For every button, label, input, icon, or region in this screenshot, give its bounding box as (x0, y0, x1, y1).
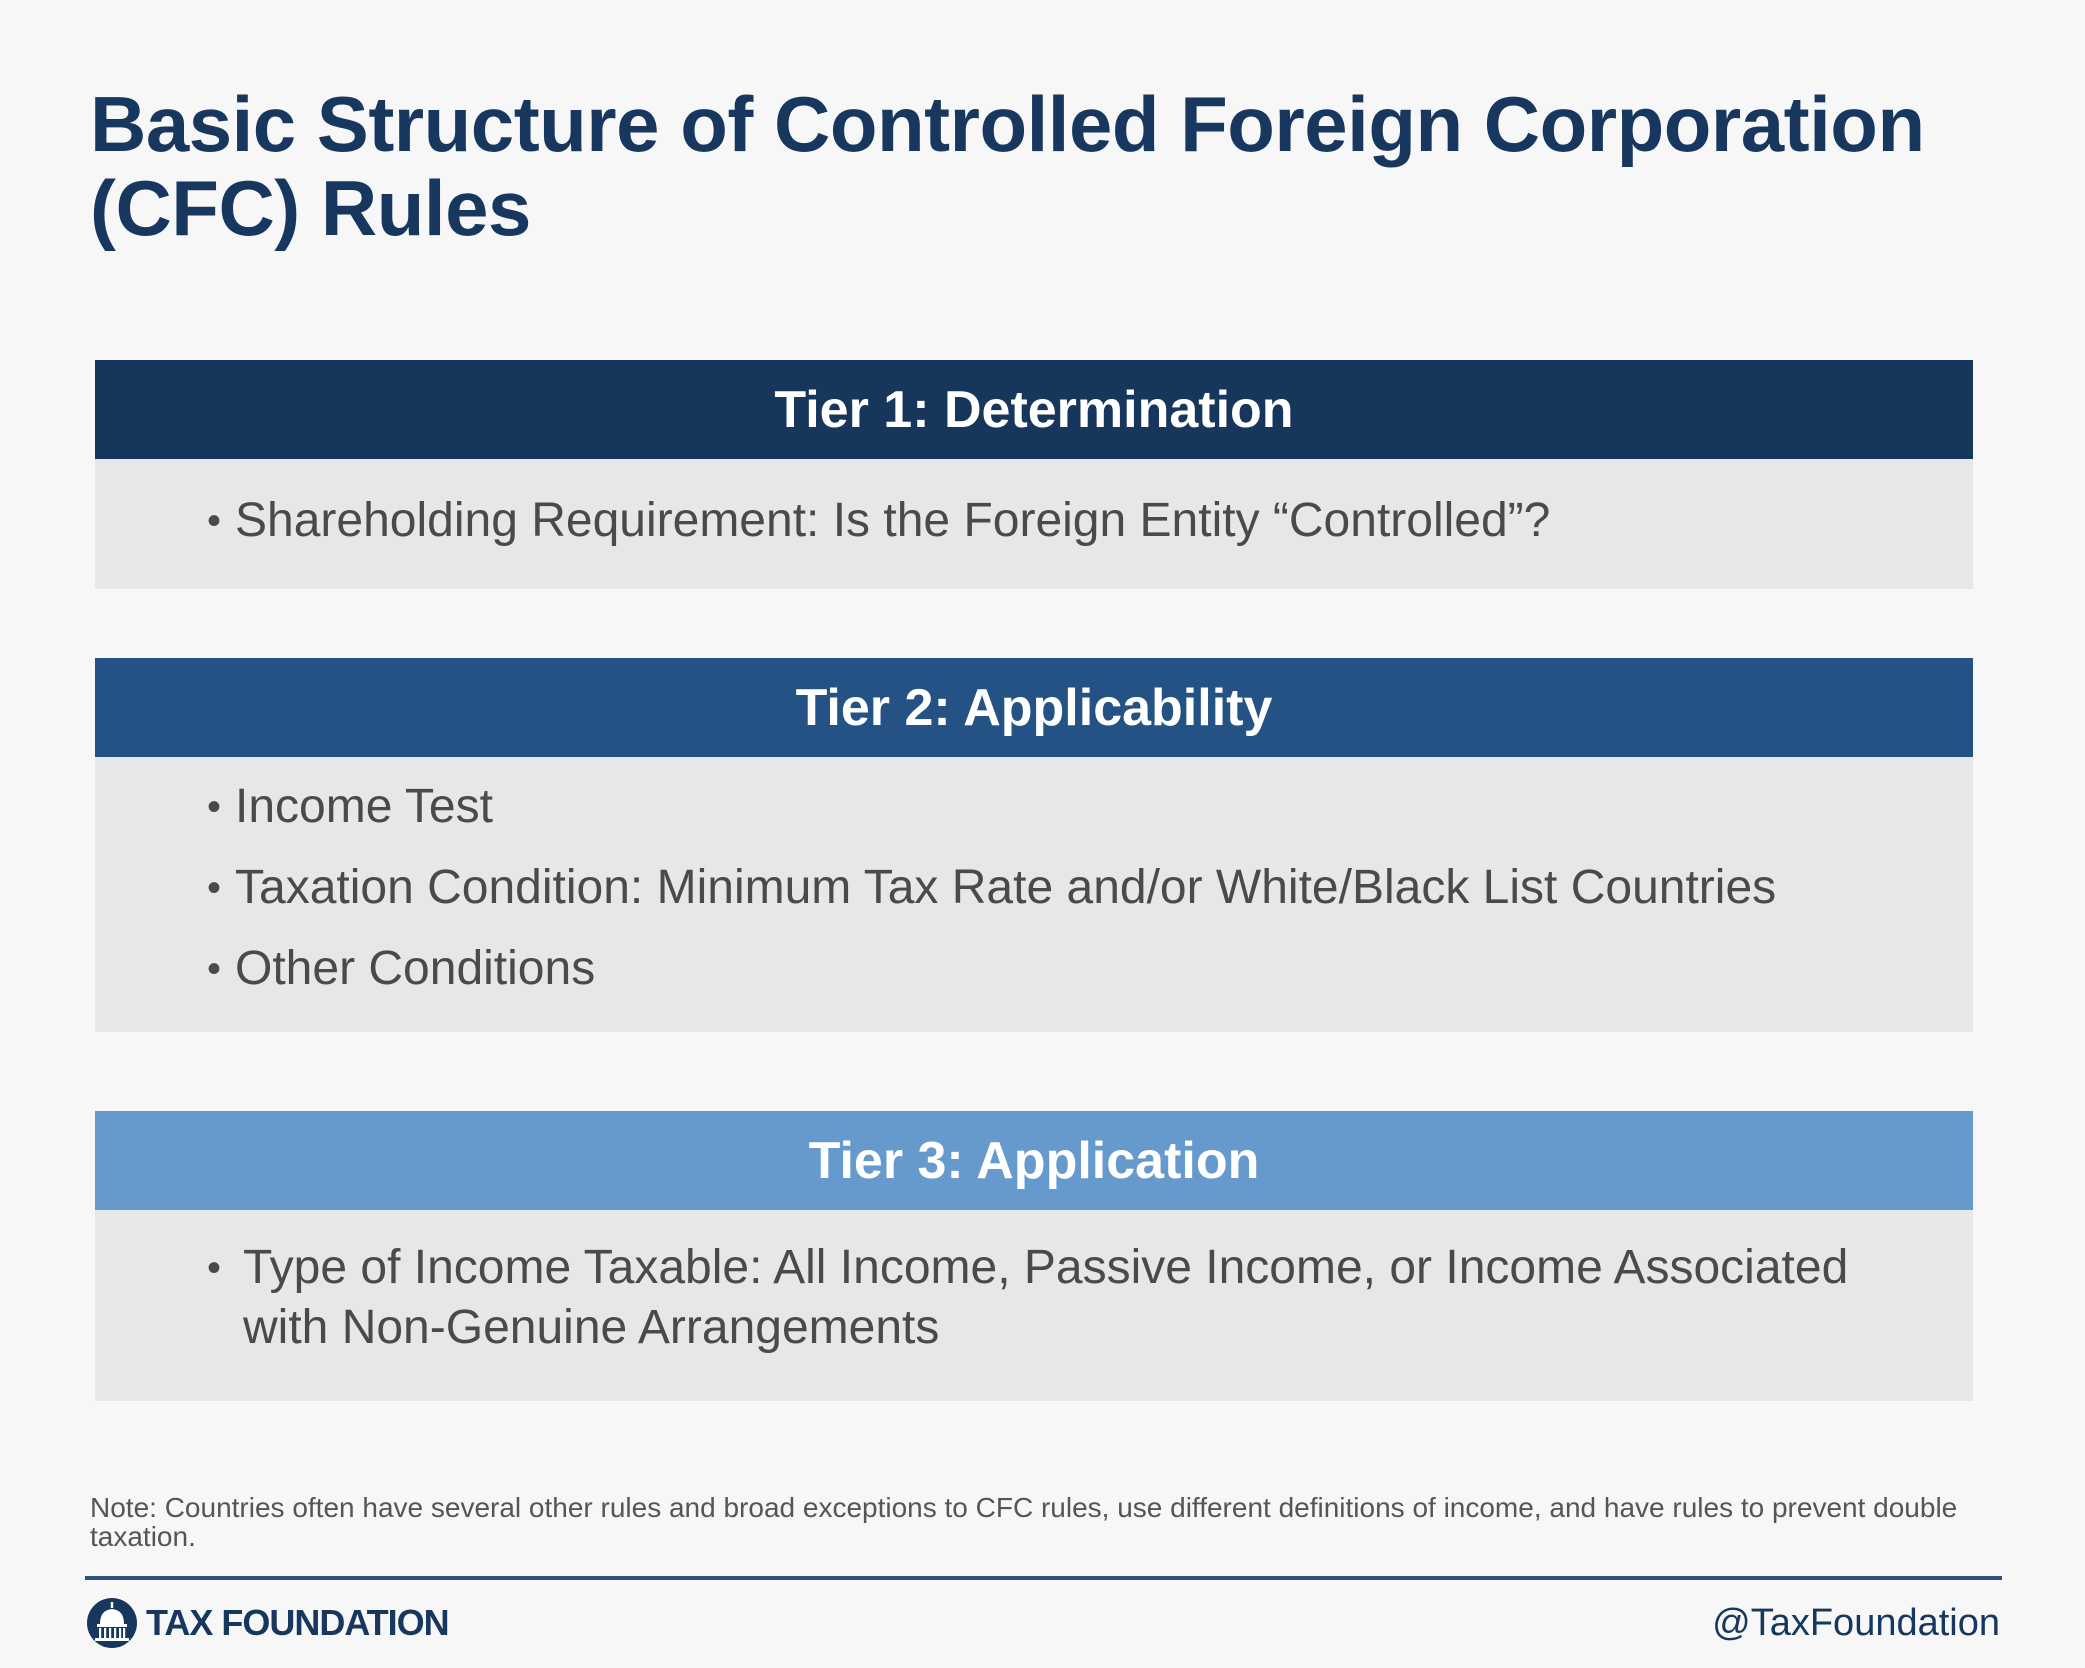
list-item (207, 491, 1913, 551)
bullet-marker: • (207, 1246, 222, 1290)
footer-divider (85, 1576, 2002, 1580)
tier-3-panel (95, 1111, 1973, 1401)
tax-foundation-logo[interactable] (86, 1595, 449, 1651)
list-item-text: Taxation Condition: Minimum Tax Rate and/or White/Black List Countries (235, 861, 1777, 914)
list-item-text: Type of Income Taxable: All Income, Passive Income, or Income Associated with Non-Genuine Arrangements (243, 1241, 1849, 1354)
list-item-text: Income Test (235, 780, 493, 833)
tier-2-heading: Tier 2: Applicability (95, 658, 1973, 757)
tier-1-panel (95, 360, 1973, 589)
list-item (207, 1238, 1913, 1358)
tier-3-body (95, 1210, 1973, 1401)
list-item-text: Other Conditions (235, 942, 596, 995)
tier-1-body (95, 459, 1973, 589)
tier-1-heading: Tier 1: Determination (95, 360, 1973, 459)
tier-3-heading: Tier 3: Application (95, 1111, 1973, 1210)
capitol-dome-icon (86, 1597, 138, 1649)
social-handle[interactable]: @TaxFoundation (1712, 1601, 2000, 1644)
tier-2-body (95, 757, 1973, 1032)
list-item (207, 777, 1913, 837)
tier-2-panel (95, 658, 1973, 1032)
bullet-marker: • (207, 866, 222, 910)
list-item (207, 858, 1913, 918)
bullet-marker: • (207, 785, 222, 829)
list-item-text: Shareholding Requirement: Is the Foreign Entity “Controlled”? (235, 494, 1551, 547)
bullet-marker: • (207, 499, 222, 543)
logo-text: TAX FOUNDATION (146, 1602, 449, 1643)
page-title: Basic Structure of Controlled Foreign Corporation (CFC) Rules (90, 80, 1925, 252)
bullet-marker: • (207, 947, 222, 991)
list-item (207, 939, 1913, 999)
footnote: Note: Countries often have several other rules and broad exceptions to CFC rules, use different definitions of income, and have rules to prevent double taxation. (90, 1492, 1958, 1552)
